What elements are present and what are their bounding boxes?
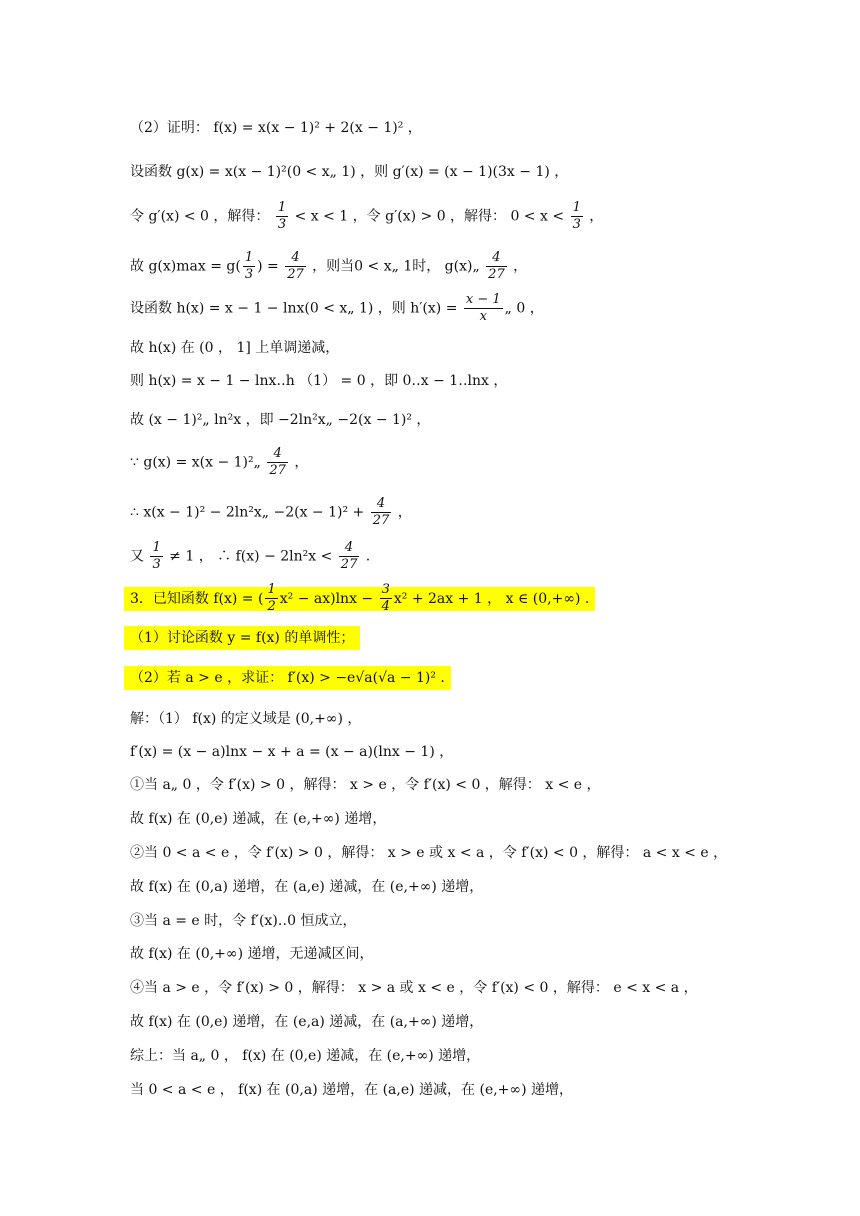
fraction-numerator: 4 [285, 250, 306, 267]
problem-question-1 [130, 628, 360, 648]
fraction-numerator: 1 [277, 200, 287, 215]
fraction-numerator: 1 [267, 582, 276, 597]
text-fragment: x² − ax)lnx − [279, 590, 378, 607]
solution-line-9: ④当 a > e ，令 f′(x) > 0 ，解得： x > a 或 x < e ，令 f′(x) < 0 ，解得： e < x < a ， [130, 980, 698, 996]
fraction [339, 540, 360, 573]
fraction [464, 292, 503, 325]
fraction-denominator: 27 [269, 463, 286, 478]
fraction-denominator: 27 [372, 513, 390, 528]
fraction-denominator: 3 [244, 267, 254, 282]
text-fragment: ≠ 1 ， ∴ f(x) − 2ln²x < [164, 548, 337, 565]
solution-line-10: 故 f(x) 在 (0,e) 递增，在 (e,a) 递减，在 (a,+∞) 递增， [130, 1014, 484, 1030]
fraction-numerator: 3 [381, 582, 390, 597]
fraction-numerator: 1 [244, 250, 254, 265]
fraction [285, 250, 306, 283]
question-1-highlight: （1）讨论函数 y = f(x) 的单调性； [124, 626, 360, 650]
text-fragment: 又 [130, 548, 149, 565]
fraction-denominator: 27 [287, 267, 304, 282]
solution-line-2: f′(x) = (x − a)lnx − x + a = (x − a)(lnx − 1) ， [130, 744, 454, 760]
problem-stem-highlight [124, 582, 595, 614]
text-fragment: ， [393, 504, 412, 521]
fraction [243, 250, 255, 283]
text-fragment: 设函数 h(x) = x − 1 − lnx(0 < x„ 1) ，则 h′(x) = [130, 300, 462, 317]
proof-line-6: 故 h(x) 在 (0 ， 1] 上单调递减， [130, 340, 340, 356]
fraction-denominator: 3 [152, 557, 161, 572]
proof-line-1: （2）证明： f(x) = x(x − 1)² + 2(x − 1)² ， [130, 120, 422, 136]
text-fragment: 3．已知函数 f(x) = ( [130, 590, 264, 607]
proof-line-2: 设函数 g(x) = x(x − 1)²(0 < x„ 1) ，则 g′(x) = (x − 1)(3x − 1) ， [130, 164, 569, 180]
text-fragment: ) = [257, 258, 284, 275]
solution-line-5: ②当 0 < a < e ，令 f′(x) > 0 ，解得： x > e 或 x < a ，令 f′(x) < 0 ，解得： a < x < e ， [130, 845, 728, 861]
proof-line-8: 故 (x − 1)²„ ln²x ，即 −2ln²x„ −2(x − 1)² ， [130, 412, 431, 428]
fraction-denominator: x [479, 309, 487, 324]
proof-line-7: 则 h(x) = x − 1 − lnx‥h （1） = 0 ，即 0‥x − 1‥lnx ， [130, 373, 508, 389]
proof-line-3 [130, 200, 603, 233]
proof-line-11 [130, 540, 370, 573]
fraction [380, 582, 392, 615]
proof-line-4 [130, 250, 527, 283]
fraction-numerator: 4 [486, 250, 507, 267]
fraction-denominator: 27 [488, 267, 505, 282]
text-fragment: „ 0 ， [504, 300, 544, 317]
solution-line-6: 故 f(x) 在 (0,a) 递增，在 (a,e) 递减，在 (e,+∞) 递增， [130, 879, 484, 895]
text-fragment: 故 g(x)max = g( [130, 258, 241, 275]
text-fragment: x² + 2ax + 1 ， x ∈ (0,+∞) . [393, 590, 590, 607]
fraction-denominator: 4 [381, 599, 390, 614]
text-fragment: < x < 1 ，令 g′(x) > 0 ，解得： 0 < x < [290, 208, 569, 225]
text-fragment: 令 g′(x) < 0 ，解得： [130, 208, 274, 225]
solution-line-11: 综上：当 a„ 0 ， f(x) 在 (0,e) 递减，在 (e,+∞) 递增， [130, 1048, 481, 1064]
fraction-denominator: 3 [277, 217, 287, 232]
text-fragment: ， [289, 454, 309, 471]
proof-line-10 [130, 496, 412, 529]
text-fragment: ∴ x(x − 1)² − 2ln²x„ −2(x − 1)² + [130, 504, 369, 521]
fraction-numerator: 4 [267, 446, 288, 463]
text-fragment: ，则当0 < x„ 1时， g(x)„ [307, 258, 485, 275]
fraction [571, 200, 583, 233]
fraction [150, 540, 162, 573]
fraction-numerator: 4 [371, 496, 392, 513]
fraction [267, 446, 288, 479]
solution-line-4: 故 f(x) 在 (0,e) 递减，在 (e,+∞) 递增， [130, 811, 387, 827]
fraction-denominator: 3 [572, 217, 581, 232]
text-fragment: . [361, 548, 371, 565]
fraction [486, 250, 507, 283]
fraction-denominator: 2 [267, 599, 276, 614]
problem-question-2 [130, 668, 451, 688]
fraction-numerator: x − 1 [465, 292, 501, 307]
fraction-numerator: 1 [152, 540, 161, 555]
fraction-numerator: 4 [339, 540, 360, 557]
fraction [371, 496, 392, 529]
solution-line-12: 当 0 < a < e ， f(x) 在 (0,a) 递增，在 (a,e) 递减，在 (e,+∞) 递增， [130, 1082, 573, 1098]
fraction [276, 200, 288, 233]
text-fragment: ， [584, 208, 604, 225]
problem-stem [130, 582, 595, 615]
solution-line-8: 故 f(x) 在 (0,+∞) 递增，无递减区间， [130, 946, 374, 962]
solution-line-1: 解：（1） f(x) 的定义域是 (0,+∞) ， [130, 711, 362, 727]
fraction-denominator: 27 [340, 557, 358, 572]
proof-line-9 [130, 446, 308, 479]
question-2-highlight: （2）若 a > e ，求证： f′(x) > −e√a(√a − 1)² . [124, 666, 451, 690]
text-fragment: ∵ g(x) = x(x − 1)²„ [130, 454, 266, 471]
proof-line-5 [130, 292, 544, 325]
fraction [265, 582, 277, 615]
solution-line-3: ①当 a„ 0 ，令 f′(x) > 0 ，解得： x > e ，令 f′(x) < 0 ，解得： x < e ， [130, 777, 601, 793]
fraction-numerator: 1 [572, 200, 581, 215]
solution-line-7: ③当 a = e 时，令 f′(x)‥0 恒成立， [130, 913, 357, 929]
text-fragment: ， [508, 258, 528, 275]
